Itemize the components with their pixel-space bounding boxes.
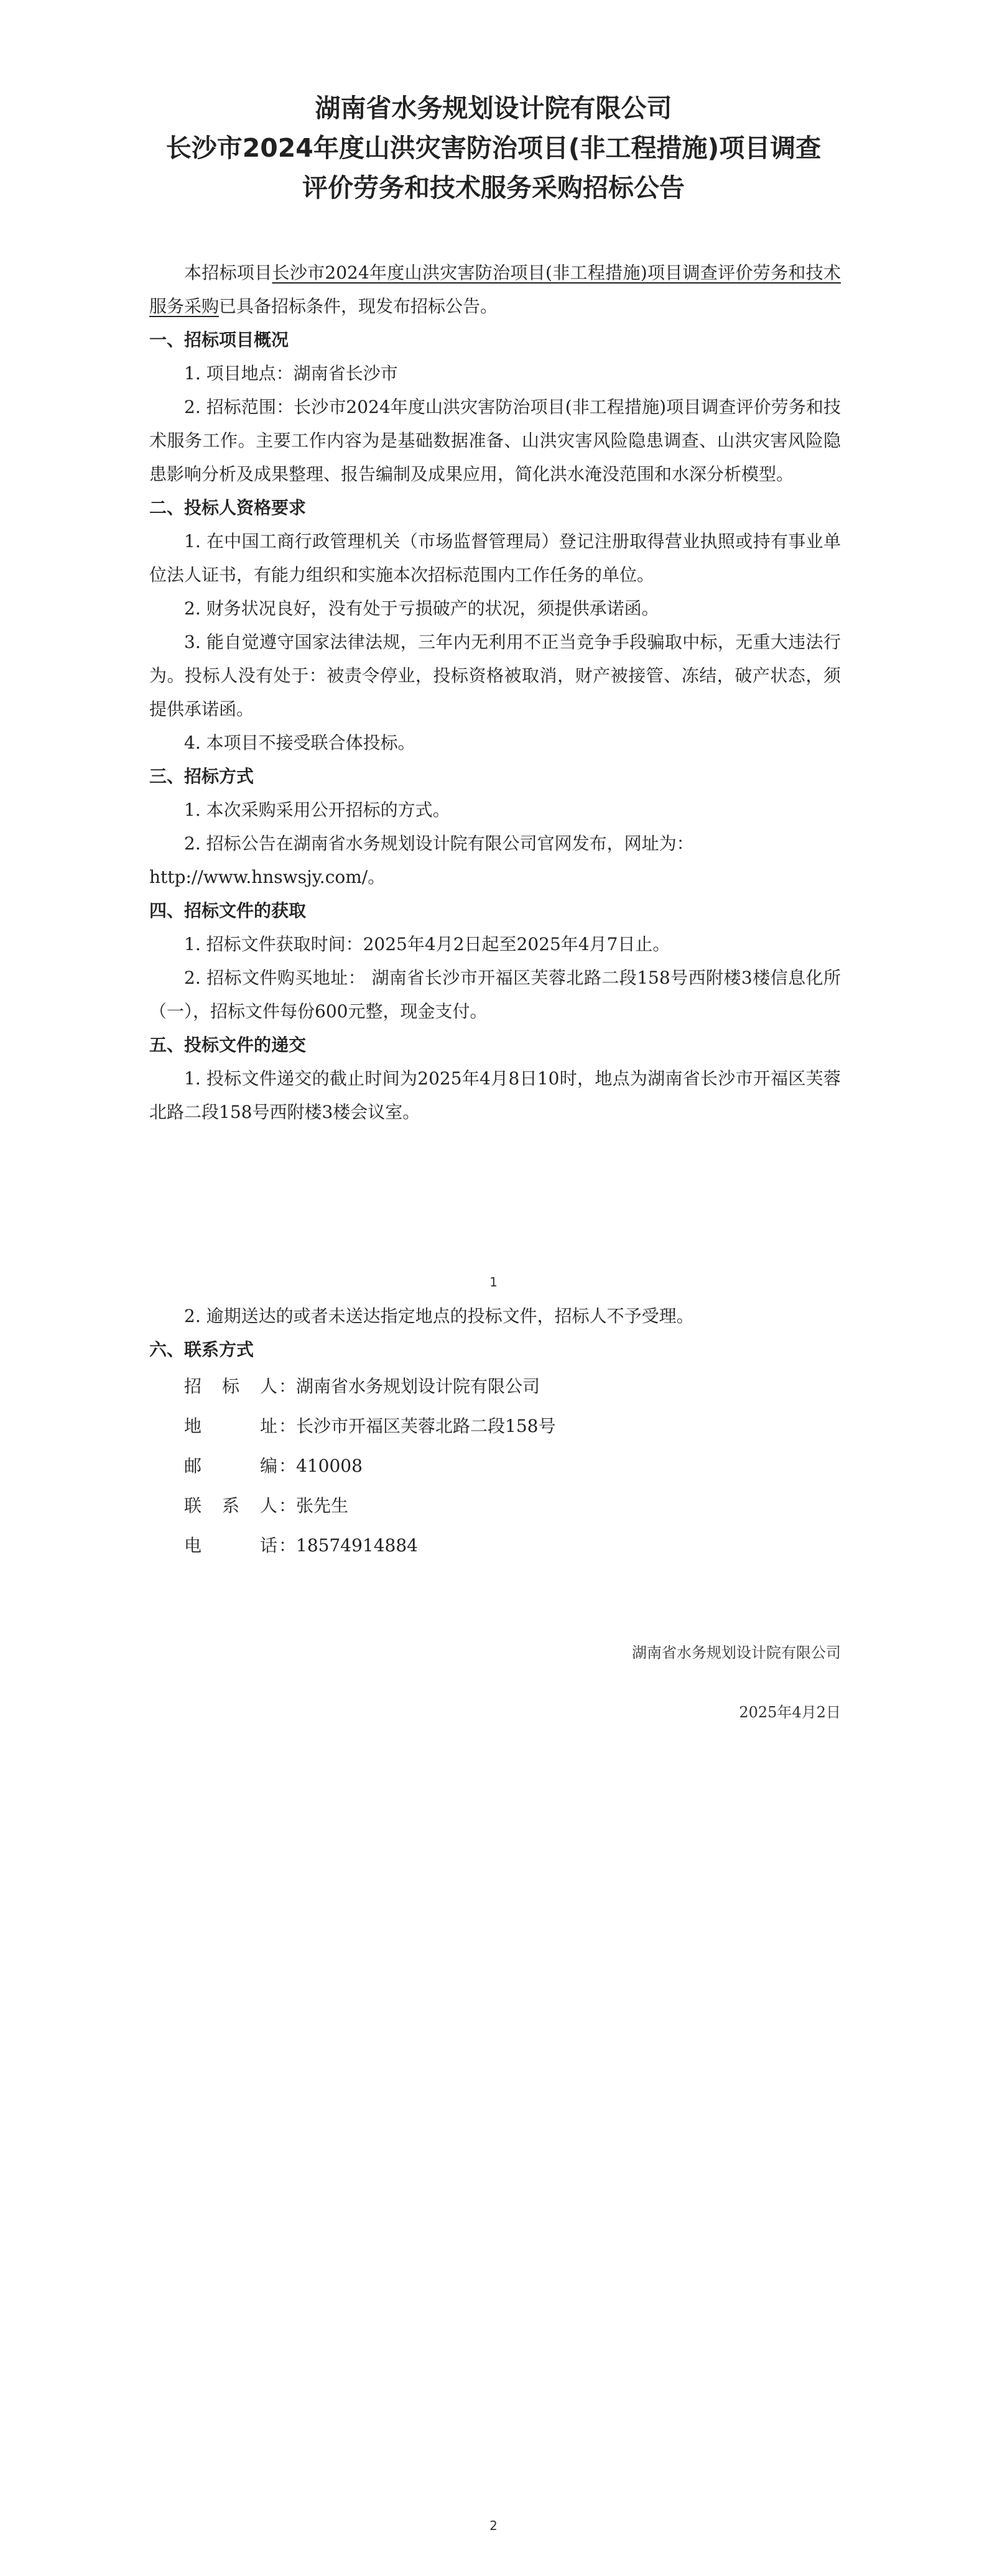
section-4-item-2: 2. 招标文件购买地址： 湖南省长沙市开福区芙蓉北路二段158号西附楼3楼信息化所（一），招标文件每份600元整，现金支付。 xyxy=(149,967,841,1022)
title-line-1: 湖南省水务规划设计院有限公司 xyxy=(315,93,672,123)
contact-value-postcode: 410008 xyxy=(296,1456,363,1476)
document-page-2 xyxy=(0,1300,987,2576)
title-line-2: 长沙市2024年度山洪灾害防治项目(非工程措施)项目调查 xyxy=(165,133,822,163)
intro-suffix: 已具备招标条件，现发布招标公告。 xyxy=(219,296,498,316)
section-6-heading: 六、联系方式 xyxy=(149,1339,254,1360)
section-3-item-2: 2. 招标公告在湖南省水务规划设计院有限公司官网发布，网址为： xyxy=(184,833,694,854)
contact-row-postcode xyxy=(149,1446,841,1486)
contact-row-phone xyxy=(149,1526,841,1566)
section-2-heading: 二、投标人资格要求 xyxy=(149,497,307,518)
section-5-item-2: 2. 逾期送达的或者未送达指定地点的投标文件，招标人不予受理。 xyxy=(184,1306,694,1326)
signature-org: 湖南省水务规划设计院有限公司 xyxy=(632,1644,841,1661)
section-5-heading: 五、投标文件的递交 xyxy=(149,1035,307,1055)
title-line-3: 评价劳务和技术服务采购招标公告 xyxy=(302,173,685,203)
contact-label-address: 地 址 xyxy=(184,1416,277,1436)
page-number-1: 1 xyxy=(489,1275,498,1290)
document-body-page-1 xyxy=(149,256,841,1129)
contact-colon: ： xyxy=(279,1495,297,1516)
document-body-page-2 xyxy=(149,1300,841,1566)
intro-project-name: 长沙市2024年度山洪灾害防治项目(非工程措施)项目调查评价劳务和技术服务采购 xyxy=(149,262,841,316)
section-1-heading: 一、招标项目概况 xyxy=(149,330,289,350)
contact-value-tenderer: 湖南省水务规划设计院有限公司 xyxy=(296,1376,540,1396)
contact-row-tenderer xyxy=(149,1367,841,1406)
section-2-item-3: 3. 能自觉遵守国家法律法规，三年内无利用不正当竞争手段骗取中标，无重大违法行为。投标人没有处于：被责令停业，投标资格被取消，财产被接管、冻结，破产状态，须提供承诺函。 xyxy=(149,632,841,719)
section-4-heading: 四、招标文件的获取 xyxy=(149,900,307,921)
contact-colon: ： xyxy=(279,1416,297,1436)
contact-list xyxy=(149,1367,841,1566)
section-5-item-1: 1. 投标文件递交的截止时间为2025年4月8日10时，地点为湖南省长沙市开福区芙蓉北路二段158号西附楼3楼会议室。 xyxy=(149,1068,841,1122)
announcement-url: http://www.hnswsjy.com/。 xyxy=(149,867,386,887)
contact-value-address: 长沙市开福区芙蓉北路二段158号 xyxy=(296,1416,556,1436)
signature-block xyxy=(632,1623,841,1742)
section-2-item-1: 1. 在中国工商行政管理机关（市场监督管理局）登记注册取得营业执照或持有事业单位法人证书，有能力组织和实施本次招标范围内工作任务的单位。 xyxy=(149,531,841,585)
section-2-item-4: 4. 本项目不接受联合体投标。 xyxy=(184,732,415,753)
section-1-item-1: 1. 项目地点：湖南省长沙市 xyxy=(184,363,398,384)
signature-date: 2025年4月2日 xyxy=(739,1704,841,1721)
section-1-item-2: 2. 招标范围：长沙市2024年度山洪灾害防治项目(非工程措施)项目调查评价劳务和技术服务工作。主要工作内容为是基础数据准备、山洪灾害风险隐患调查、山洪灾害风险隐患影响分析及成果整理、报告编制及成果应用，简化洪水淹没范围和水深分析模型。 xyxy=(149,397,841,484)
contact-colon: ： xyxy=(279,1376,297,1396)
section-2-item-2: 2. 财务状况良好，没有处于亏损破产的状况，须提供承诺函。 xyxy=(184,598,659,619)
contact-label-person: 联 系 人 xyxy=(184,1495,277,1516)
contact-label-phone: 电 话 xyxy=(184,1535,277,1556)
contact-row-address xyxy=(149,1406,841,1446)
section-3-item-1: 1. 本次采购采用公开招标的方式。 xyxy=(184,800,450,820)
contact-value-phone: 18574914884 xyxy=(296,1535,418,1556)
page-number-2: 2 xyxy=(489,2518,498,2533)
contact-row-person xyxy=(149,1486,841,1526)
contact-value-person: 张先生 xyxy=(296,1495,349,1516)
contact-colon: ： xyxy=(279,1456,297,1476)
intro-paragraph xyxy=(149,256,841,323)
intro-prefix: 本招标项目 xyxy=(184,262,272,283)
contact-label-tenderer: 招 标 人 xyxy=(184,1376,277,1396)
section-4-item-1: 1. 招标文件获取时间：2025年4月2日起至2025年4月7日止。 xyxy=(184,934,670,954)
section-3-heading: 三、招标方式 xyxy=(149,766,254,787)
contact-label-postcode: 邮 编 xyxy=(184,1456,277,1476)
document-title xyxy=(112,88,875,208)
contact-colon: ： xyxy=(279,1535,297,1556)
